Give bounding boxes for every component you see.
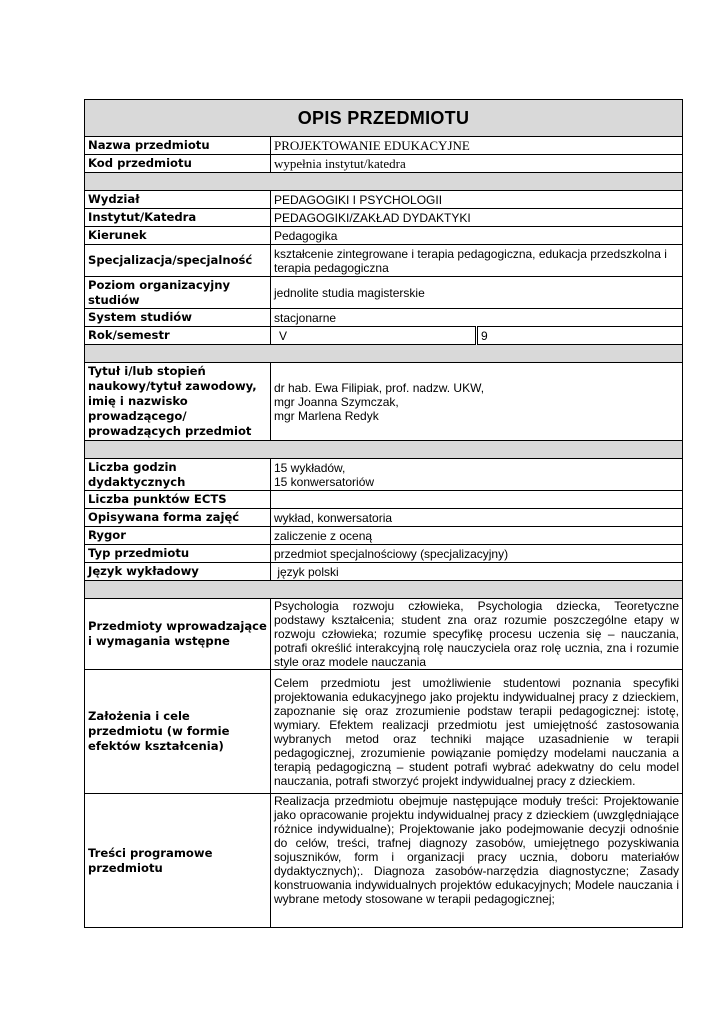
row-system — [85, 309, 683, 327]
section-divider — [85, 441, 683, 459]
value-ects — [271, 491, 683, 509]
label-ects: Liczba punktów ECTS — [85, 491, 271, 509]
value-typ: przedmiot specjalnościowy (specjalizacyjny) — [271, 545, 683, 563]
label-kod: Kod przedmiotu — [85, 155, 271, 173]
row-forma — [85, 509, 683, 527]
section-divider — [85, 581, 683, 599]
value-kod: wypełnia instytut/katedra — [271, 155, 683, 173]
label-wydzial: Wydział — [85, 191, 271, 209]
course-description-form — [84, 99, 682, 928]
title-row — [85, 100, 683, 137]
lecturer-2: mgr Joanna Szymczak, — [274, 394, 399, 409]
row-jezyk — [85, 563, 683, 581]
row-poziom — [85, 277, 683, 309]
section-divider — [85, 173, 683, 191]
lecturer-1: dr hab. Ewa Filipiak, prof. nadzw. UKW, — [274, 380, 485, 395]
row-wymagania — [85, 599, 683, 670]
label-forma: Opisywana forma zajęć — [85, 509, 271, 527]
value-rygor: zaliczenie z oceną — [271, 527, 683, 545]
label-poziom: Poziom organizacyjny studiów — [85, 277, 271, 309]
row-kierunek — [85, 227, 683, 245]
row-specjalizacja — [85, 245, 683, 277]
label-typ: Typ przedmiotu — [85, 545, 271, 563]
label-tresci: Treści programowe przedmiotu — [85, 794, 271, 928]
label-instytut: Instytut/Katedra — [85, 209, 271, 227]
value-instytut: PEDAGOGIKI/ZAKŁAD DYDAKTYKI — [271, 209, 683, 227]
value-system: stacjonarne — [271, 309, 683, 327]
hours-conversations: 15 konwersatoriów — [274, 474, 375, 489]
page-title: OPIS PRZEDMIOTU — [85, 100, 683, 137]
label-system: System studiów — [85, 309, 271, 327]
row-instytut — [85, 209, 683, 227]
hours-lectures: 15 wykładów, — [274, 460, 346, 475]
row-rygor — [85, 527, 683, 545]
row-ects — [85, 491, 683, 509]
row-typ — [85, 545, 683, 563]
lecturer-3: mgr Marlena Redyk — [274, 408, 379, 423]
value-wymagania: Psychologia rozwoju człowieka, Psychologia dziecka, Teoretyczne podstawy kształcenia; student zna oraz rozumie poszczególne etapy w rozwoju człowieka; rozumie specyfikę procesu uczenia się – nauczania, potrafi określić interakcyjną rolę nauczyciela oraz rolę ucznia, zna i rozumie style oraz modele nauczania — [271, 599, 683, 670]
value-prowadzacy — [271, 363, 683, 441]
label-kierunek: Kierunek — [85, 227, 271, 245]
label-nazwa: Nazwa przedmiotu — [85, 137, 271, 155]
section-divider — [85, 345, 683, 363]
row-wydzial — [85, 191, 683, 209]
row-nazwa — [85, 137, 683, 155]
value-wydzial: PEDAGOGIKI I PSYCHOLOGII — [271, 191, 683, 209]
label-prowadzacy: Tytuł i/lub stopień naukowy/tytuł zawodowy, imię i nazwisko prowadzącego/ prowadzących przedmiot — [85, 363, 271, 441]
row-godziny — [85, 459, 683, 491]
row-zalozenia — [85, 670, 683, 794]
value-zalozenia: Celem przedmiotu jest umożliwienie studentowi poznania specyfiki projektowania edukacyjnego jako projektu indywidualnej pracy z dzieckiem, zapoznanie się oraz zrozumienie podstaw terapii pedagogicznej: istotę, wymiary. Efektem realizacji przedmiotu jest umiejętność zastosowania wybranych metod oraz techniki mające uzasadnienie w terapii pedagogicznej, zrozumienie powiązanie pomiędzy modelami nauczania a terapią pedagogiczną – student potrafi wybrać adekwatny do celu model nauczania, potrafi stworzyć projekt indywidualnej pracy z dzieckiem. — [271, 670, 683, 794]
row-kod — [85, 155, 683, 173]
value-forma: wykład, konwersatoria — [271, 509, 683, 527]
value-kierunek: Pedagogika — [271, 227, 683, 245]
value-tresci: Realizacja przedmiotu obejmuje następujące moduły treści: Projektowanie jako opracowanie projektu indywidualnej pracy z dzieckiem (uwzględniające różnice indywidualne); Projektowanie jako podejmowanie decyzji odnośnie do celów, treści, trafnej diagnozy zasobów, umiejętnego pozyskiwania sojuszników, form i organizacji pracy ucznia, doboru materiałów dydaktycznych);. Diagnoza zasobów-narzędzia diagnostyczne; Zasady konstruowania indywidualnych projektów edukacyjnych; Modele nauczania i wybrane metody stosowane w terapii pedagogicznej; — [271, 794, 683, 928]
label-rygor: Rygor — [85, 527, 271, 545]
label-godziny: Liczba godzin dydaktycznych — [85, 459, 271, 491]
row-rok — [85, 327, 683, 345]
value-jezyk: język polski — [271, 563, 683, 581]
row-tresci — [85, 794, 683, 928]
value-godziny — [271, 459, 683, 491]
label-specjalizacja: Specjalizacja/specjalność — [85, 245, 271, 277]
value-rok: V — [271, 327, 477, 345]
label-zalozenia: Założenia i cele przedmiotu (w formie efektów kształcenia) — [85, 670, 271, 794]
value-poziom: jednolite studia magisterskie — [271, 277, 683, 309]
value-nazwa: PROJEKTOWANIE EDUKACYJNE — [271, 137, 683, 155]
value-specjalizacja: kształcenie zintegrowane i terapia pedagogiczna, edukacja przedszkolna i terapia pedagogiczna — [271, 245, 683, 277]
label-rok: Rok/semestr — [85, 327, 271, 345]
row-prowadzacy — [85, 363, 683, 441]
label-jezyk: Język wykładowy — [85, 563, 271, 581]
course-table — [84, 99, 683, 928]
label-wymagania: Przedmioty wprowadzające i wymagania wstępne — [85, 599, 271, 670]
value-semestr: 9 — [477, 327, 683, 345]
